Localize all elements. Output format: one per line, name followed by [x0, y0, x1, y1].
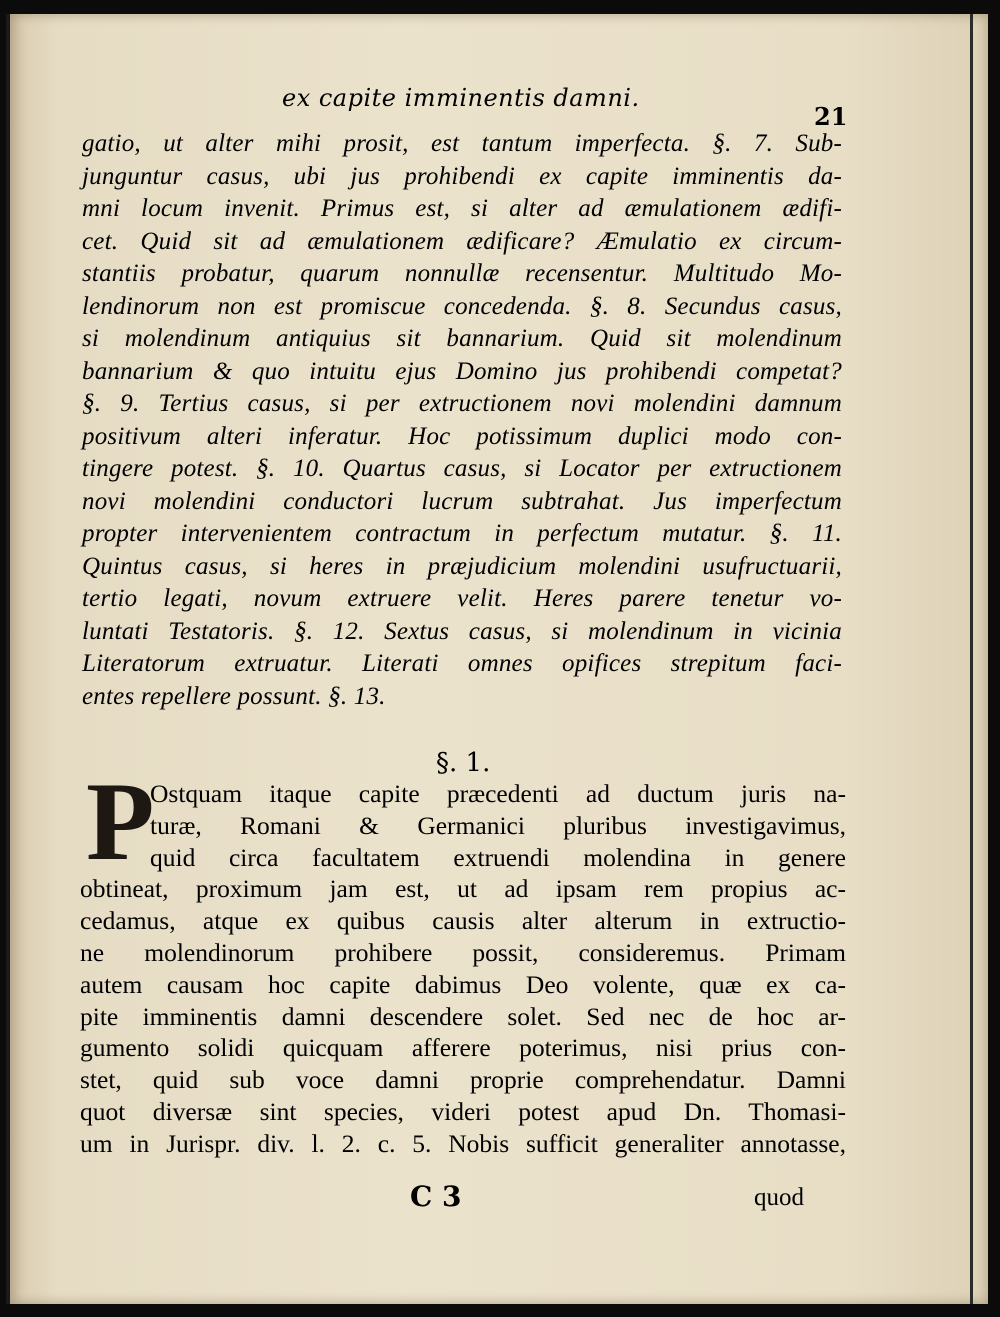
- summary-line: stantiis probatur, quarum nonnullæ recensentur. Multitudo Mo-: [82, 260, 842, 287]
- summary-line: cet. Quid sit ad æmulationem ædificare? Æmulatio ex circum-: [82, 227, 842, 255]
- summary-line: positivum alteri inferatur. Hoc potissimum duplici modo con-: [82, 422, 842, 450]
- summary-line: Literatorum extruatur. Literati omnes opifices strepitum faci-: [82, 650, 842, 677]
- body-line: pite imminentis damni descendere solet. Sed nec de hoc ar-: [80, 1001, 846, 1031]
- body-paragraph: [80, 778, 846, 1160]
- summary-line: tertio legati, novum extruere velit. Heres parere tenetur vo-: [82, 585, 842, 612]
- body-line: turæ, Romani & Germanici pluribus investigavimus,: [150, 810, 846, 840]
- summary-line: entes repellere possunt. §. 13.: [82, 682, 386, 710]
- body-line: obtineat, proximum jam est, ut ad ipsam rem propius ac-: [80, 874, 846, 904]
- summary-line: bannarium & quo intuitu ejus Domino jus prohibendi competat?: [82, 357, 842, 385]
- body-line: quot diversæ sint species, videri potest apud Dn. Thomasi-: [80, 1096, 846, 1126]
- page-edge: [970, 14, 973, 1304]
- catchword: quod: [754, 1184, 804, 1211]
- summary-line: mni locum invenit. Primus est, si alter ad æmulationem ædifi-: [82, 195, 842, 222]
- body-line: cedamus, atque ex quibus causis alter alterum in extructio-: [80, 906, 846, 936]
- summary-line: gatio, ut alter mihi prosit, est tantum imperfecta. §. 7. Sub-: [82, 130, 842, 157]
- summary-line: novi molendini conductori lucrum subtrahat. Jus imperfectum: [82, 487, 842, 515]
- summary-line: Quintus casus, si heres in præjudicium molendini usufructuarii,: [82, 552, 842, 580]
- body-line: stet, quid sub voce damni proprie comprehendatur. Damni: [80, 1065, 846, 1095]
- summary-line: junguntur casus, ubi jus prohibendi ex capite imminentis da-: [82, 162, 842, 190]
- section-heading: §. 1.: [436, 748, 491, 778]
- body-line: gumento solidi quicquam afferere poterimus, nisi prius con-: [80, 1033, 846, 1063]
- body-line: ne molendinorum prohibere possit, consideremus. Primam: [80, 937, 846, 967]
- body-line: autem causam hoc capite dabimus Deo volente, quæ ex ca-: [80, 969, 846, 999]
- body-line: Ostquam itaque capite præcedenti ad ductum juris na-: [150, 779, 846, 808]
- summary-line: lendinorum non est promiscue concedenda. §. 8. Secundus casus,: [82, 292, 842, 320]
- summary-line: si molendinum antiquius sit bannarium. Quid sit molendinum: [82, 325, 842, 352]
- summary-line: luntati Testatoris. §. 12. Sextus casus, si molendinum in vicinia: [82, 617, 842, 645]
- chapter-summary: [82, 128, 842, 713]
- body-line: quid circa facultatem extruendi molendina in genere: [150, 842, 846, 872]
- summary-line: tingere potest. §. 10. Quartus casus, si Locator per extructionem: [82, 455, 842, 482]
- summary-line: propter intervenientem contractum in perfectum mutatur. §. 11.: [82, 520, 842, 547]
- running-head: ex capite imminentis damni.: [282, 84, 640, 112]
- summary-line: §. 9. Tertius casus, si per extructionem novi molendini damnum: [82, 390, 842, 417]
- signature-mark: C 3: [410, 1180, 462, 1213]
- body-line: um in Jurispr. div. l. 2. c. 5. Nobis sufficit generaliter annotasse,: [80, 1128, 846, 1158]
- drop-cap-initial: P: [86, 760, 155, 884]
- page-number: 21: [814, 102, 848, 131]
